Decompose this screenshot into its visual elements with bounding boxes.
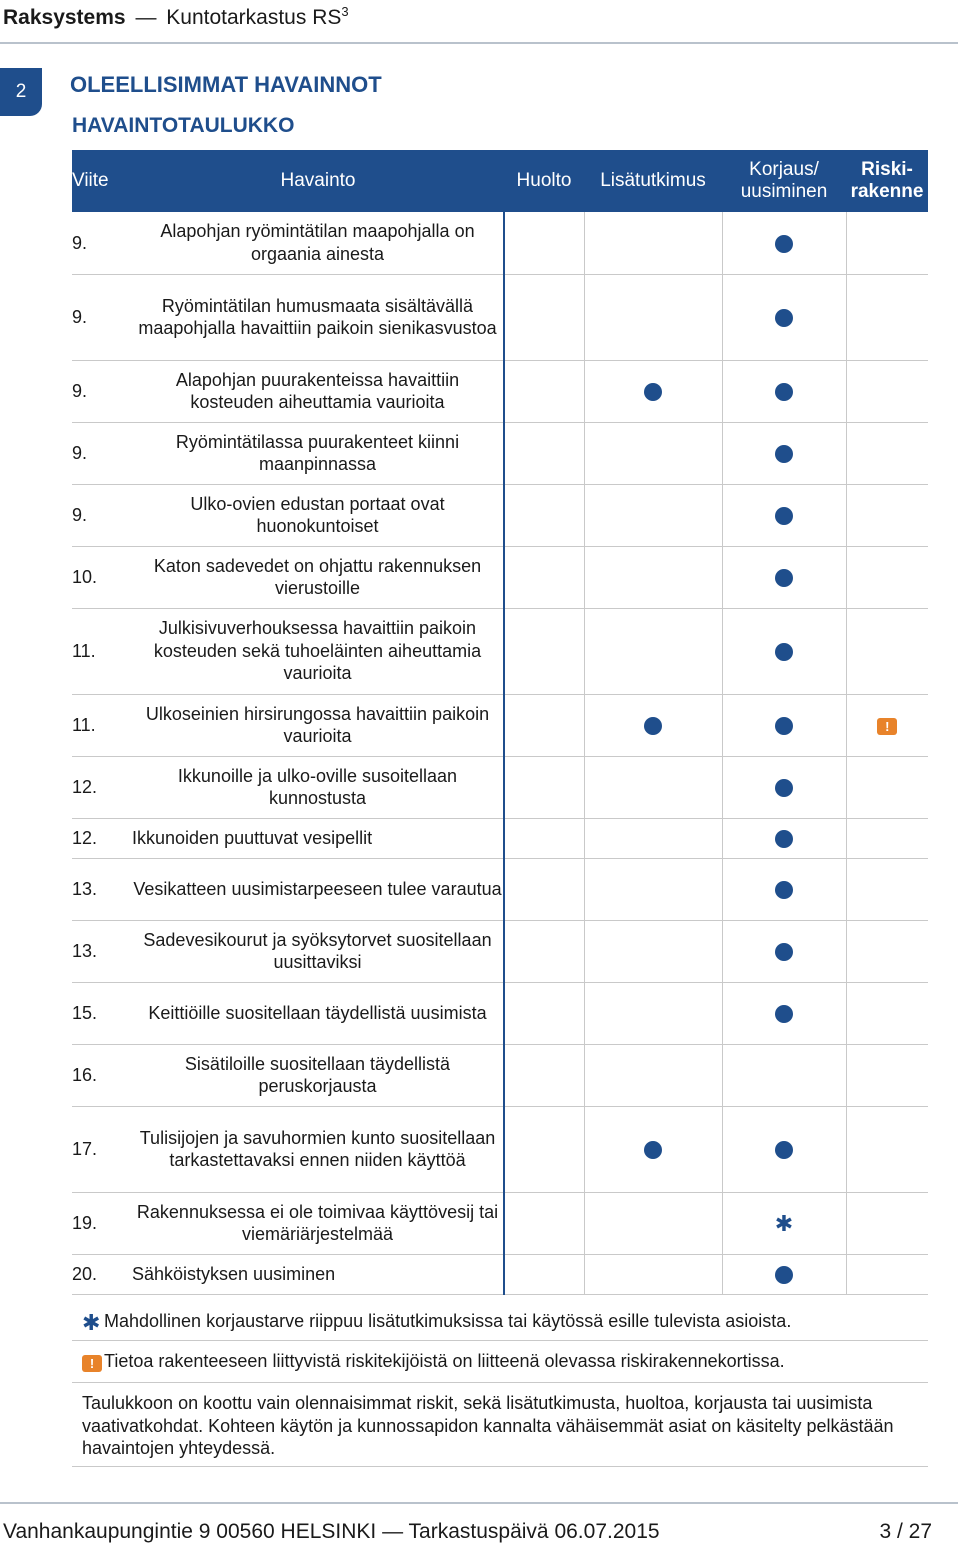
row-further-study-cell [584, 858, 722, 920]
section-title: OLEELLISIMMAT HAVAINNOT [70, 72, 382, 97]
row-risk-cell [846, 1192, 928, 1254]
header-maintenance: Huolto [504, 150, 584, 212]
header-ref: Viite [72, 150, 132, 212]
header-further-study: Lisätutkimus [584, 150, 722, 212]
section-subtitle: HAVAINTOTAULUKKO [72, 114, 295, 137]
table-row [72, 1254, 928, 1294]
row-ref: 11. [72, 608, 132, 694]
row-risk-cell [846, 920, 928, 982]
dot-icon [775, 235, 793, 253]
row-ref: 15. [72, 982, 132, 1044]
row-further-study-cell [584, 1192, 722, 1254]
footer-address: Vanhankaupungintie 9 00560 HELSINKI [3, 1520, 377, 1543]
row-maintenance-cell [504, 920, 584, 982]
row-repair-cell [722, 1254, 846, 1294]
table-row [72, 982, 928, 1044]
dot-icon [775, 717, 793, 735]
footer-info [3, 1520, 660, 1544]
row-further-study-cell [584, 422, 722, 484]
header-observation: Havainto [132, 150, 504, 212]
row-further-study-cell [584, 1044, 722, 1106]
footer-separator: — [382, 1520, 404, 1543]
row-further-study-cell [584, 274, 722, 360]
dot-icon [775, 881, 793, 899]
header-repair [722, 150, 846, 212]
dot-icon [775, 830, 793, 848]
header-divider [0, 42, 958, 44]
row-maintenance-cell [504, 212, 584, 274]
row-maintenance-cell [504, 1254, 584, 1294]
header-risk-line1: Riski- [861, 159, 913, 180]
row-maintenance-cell [504, 546, 584, 608]
row-risk-cell [846, 858, 928, 920]
row-risk-cell [846, 756, 928, 818]
row-repair-cell [722, 982, 846, 1044]
row-repair-cell [722, 858, 846, 920]
table-row [72, 1192, 928, 1254]
dot-icon [775, 1005, 793, 1023]
row-further-study-cell [584, 546, 722, 608]
dot-icon [775, 383, 793, 401]
legend-asterisk-text: Mahdollinen korjaustarve riippuu lisätutkimuksissa tai käytössä esille tulevista asioista. [104, 1311, 792, 1331]
row-repair-cell [722, 212, 846, 274]
row-risk-cell [846, 546, 928, 608]
observation-table [72, 150, 928, 1295]
header-risk-line2: rakenne [850, 181, 924, 202]
row-observation: Keittiöille suositellaan täydellistä uusimista [132, 982, 504, 1044]
table-row [72, 1106, 928, 1192]
brand-name: Raksystems [3, 6, 126, 29]
row-further-study-cell [584, 212, 722, 274]
row-risk-cell [846, 1254, 928, 1294]
row-repair-cell [722, 818, 846, 858]
row-observation: Rakennuksessa ei ole toimivaa käyttövesij tai viemäriärjestelmää [132, 1192, 504, 1254]
row-further-study-cell [584, 982, 722, 1044]
row-repair-cell [722, 694, 846, 756]
row-maintenance-cell [504, 608, 584, 694]
table-row [72, 858, 928, 920]
asterisk-icon: ✱ [82, 1310, 101, 1336]
row-observation: Ulkoseinien hirsirungossa havaittiin paikoin vaurioita [132, 694, 504, 756]
row-maintenance-cell [504, 360, 584, 422]
table-row [72, 422, 928, 484]
row-maintenance-cell [504, 694, 584, 756]
row-maintenance-cell [504, 484, 584, 546]
header-repair-line2: uusiminen [740, 181, 828, 202]
dot-icon [775, 507, 793, 525]
dot-icon [775, 1266, 793, 1284]
footer-divider [0, 1502, 958, 1504]
table-row [72, 212, 928, 274]
row-ref: 13. [72, 920, 132, 982]
summary-note-text: Taulukkoon on koottu vain olennaisimmat riskit, sekä lisätutkimusta, huoltoa, korjausta tai uusimista vaativatkohdat. Kohteen käytön ja kunnossapidon kannalta vähäisemmät asiat on käsitelty pelkästään havaintojen yhteydessä. [82, 1393, 894, 1458]
document-title: Kuntotarkastus RS [166, 6, 342, 29]
page-number: 3 / 27 [879, 1520, 932, 1543]
legend-asterisk [72, 1302, 928, 1341]
table-row [72, 608, 928, 694]
row-ref: 16. [72, 1044, 132, 1106]
row-risk-cell [846, 360, 928, 422]
row-further-study-cell [584, 1106, 722, 1192]
row-maintenance-cell [504, 982, 584, 1044]
table-row [72, 274, 928, 360]
row-risk-cell [846, 694, 928, 756]
row-observation: Katon sadevedet on ohjattu rakennuksen vierustoille [132, 546, 504, 608]
row-risk-cell [846, 982, 928, 1044]
row-observation: Ryömintätilan humusmaata sisältävällä maapohjalla havaittiin paikoin sienikasvustoa [132, 274, 504, 360]
row-ref: 9. [72, 422, 132, 484]
row-maintenance-cell [504, 1106, 584, 1192]
row-ref: 9. [72, 212, 132, 274]
row-risk-cell [846, 608, 928, 694]
table-row [72, 818, 928, 858]
row-observation: Alapohjan ryömintätilan maapohjalla on orgaania ainesta [132, 212, 504, 274]
row-maintenance-cell [504, 1192, 584, 1254]
dot-icon [644, 383, 662, 401]
row-repair-cell [722, 422, 846, 484]
row-further-study-cell [584, 484, 722, 546]
row-further-study-cell [584, 1254, 722, 1294]
legend-warning-text: Tietoa rakenteeseen liittyvistä riskitekijöistä on liitteenä olevassa riskirakennekortissa. [104, 1351, 785, 1371]
row-observation: Tulisijojen ja savuhormien kunto suositellaan tarkastettavaksi ennen niiden käyttöä [132, 1106, 504, 1192]
row-risk-cell [846, 1044, 928, 1106]
row-risk-cell [846, 274, 928, 360]
row-ref: 9. [72, 274, 132, 360]
row-further-study-cell [584, 360, 722, 422]
document-title-sup: 3 [341, 4, 349, 19]
row-repair-cell [722, 274, 846, 360]
row-ref: 12. [72, 818, 132, 858]
page-header [0, 0, 960, 40]
row-ref: 11. [72, 694, 132, 756]
row-maintenance-cell [504, 756, 584, 818]
row-maintenance-cell [504, 422, 584, 484]
row-risk-cell [846, 212, 928, 274]
row-repair-cell [722, 484, 846, 546]
dot-icon [644, 717, 662, 735]
row-ref: 12. [72, 756, 132, 818]
row-risk-cell [846, 422, 928, 484]
table-row [72, 694, 928, 756]
row-further-study-cell [584, 608, 722, 694]
row-maintenance-cell [504, 1044, 584, 1106]
dot-icon [644, 1141, 662, 1159]
row-observation: Alapohjan puurakenteissa havaittiin kosteuden aiheuttamia vaurioita [132, 360, 504, 422]
row-observation: Julkisivuverhouksessa havaittiin paikoin kosteuden sekä tuhoeläinten aiheuttamia vaurioita [132, 608, 504, 694]
summary-note [72, 1384, 928, 1467]
table-row [72, 360, 928, 422]
row-risk-cell [846, 484, 928, 546]
header-risk [846, 150, 928, 212]
row-repair-cell [722, 1192, 846, 1254]
row-repair-cell [722, 920, 846, 982]
row-ref: 10. [72, 546, 132, 608]
dot-icon [775, 943, 793, 961]
row-ref: 9. [72, 484, 132, 546]
table-row [72, 484, 928, 546]
row-maintenance-cell [504, 858, 584, 920]
row-ref: 19. [72, 1192, 132, 1254]
table-row [72, 756, 928, 818]
row-maintenance-cell [504, 274, 584, 360]
row-repair-cell [722, 1106, 846, 1192]
row-observation: Ikkunoiden puuttuvat vesipellit [132, 818, 504, 858]
footer-date: Tarkastuspäivä 06.07.2015 [408, 1520, 660, 1543]
table-header-row [72, 150, 928, 212]
row-observation: Vesikatteen uusimistarpeeseen tulee varautua [132, 858, 504, 920]
row-observation: Sisätiloille suositellaan täydellistä peruskorjausta [132, 1044, 504, 1106]
section-number-badge: 2 [0, 68, 42, 116]
header-separator: — [135, 6, 157, 29]
dot-icon [775, 643, 793, 661]
header-repair-line1: Korjaus/ [749, 159, 819, 180]
row-repair-cell [722, 608, 846, 694]
table-row [72, 1044, 928, 1106]
dot-icon [775, 445, 793, 463]
table-row [72, 920, 928, 982]
table-body [72, 212, 928, 1294]
row-repair-cell [722, 546, 846, 608]
row-observation: Sadevesikourut ja syöksytorvet suositellaan uusittaviksi [132, 920, 504, 982]
row-observation: Ikkunoille ja ulko-oville susoitellaan kunnostusta [132, 756, 504, 818]
warning-icon: ! [82, 1352, 102, 1373]
row-risk-cell [846, 1106, 928, 1192]
row-maintenance-cell [504, 818, 584, 858]
row-further-study-cell [584, 694, 722, 756]
row-further-study-cell [584, 818, 722, 858]
row-observation: Ulko-ovien edustan portaat ovat huonokuntoiset [132, 484, 504, 546]
row-ref: 13. [72, 858, 132, 920]
row-ref: 9. [72, 360, 132, 422]
row-repair-cell [722, 756, 846, 818]
legend-warning [72, 1342, 928, 1383]
row-further-study-cell [584, 920, 722, 982]
table-row [72, 546, 928, 608]
row-repair-cell [722, 1044, 846, 1106]
row-risk-cell [846, 818, 928, 858]
row-ref: 17. [72, 1106, 132, 1192]
row-observation: Sähköistyksen uusiminen [132, 1254, 504, 1294]
dot-icon [775, 779, 793, 797]
warning-icon: ! [877, 718, 897, 735]
row-observation: Ryömintätilassa puurakenteet kiinni maanpinnassa [132, 422, 504, 484]
dot-icon [775, 309, 793, 327]
row-ref: 20. [72, 1254, 132, 1294]
asterisk-icon: ✱ [774, 1211, 794, 1236]
row-further-study-cell [584, 756, 722, 818]
dot-icon [775, 569, 793, 587]
dot-icon [775, 1141, 793, 1159]
row-repair-cell [722, 360, 846, 422]
header-title [3, 4, 349, 30]
